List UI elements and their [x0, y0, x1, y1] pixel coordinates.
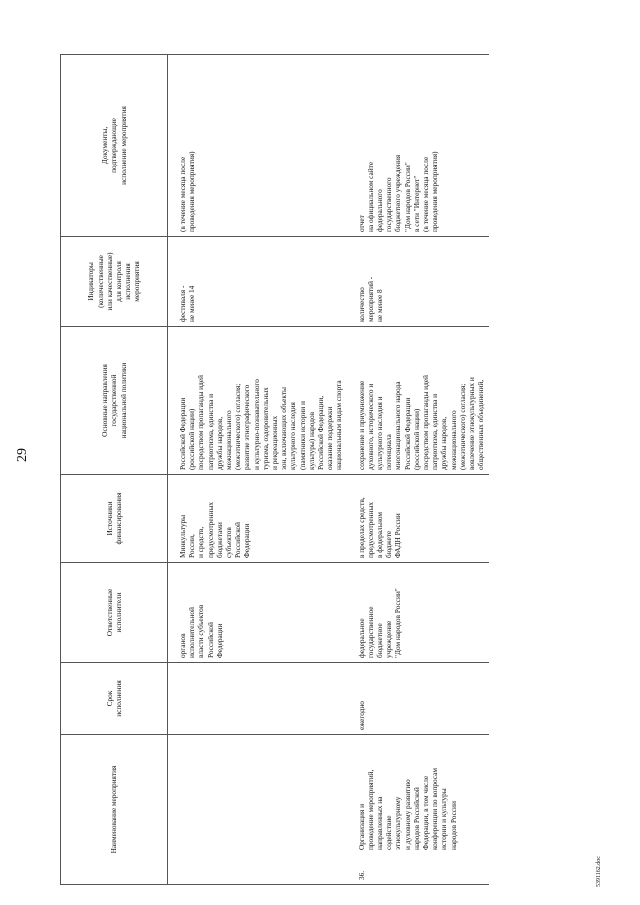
header-documents: Документы, подтверждающие исполнение мероприятия [61, 55, 168, 237]
cell-name [347, 735, 489, 885]
row-number: 36. [356, 870, 366, 880]
cell-deadline [168, 663, 347, 735]
header-deadline: Срок исполнения [61, 663, 168, 735]
header-executors: Ответственные исполнители [61, 563, 168, 663]
cell-documents: (в течение месяца после проведения мероприятия) [168, 55, 347, 237]
cell-executors: федеральное государственное бюджетное учреждение "Дом народов России" [347, 563, 489, 663]
cell-indicators: количество мероприятий - не менее 8 [347, 237, 489, 327]
header-policy: Основные направления государственной национальной политики [61, 327, 168, 475]
cell-policy: сохранение и приумножение духовного, исторического и культурного наследия и потенциала многонационального народа Российской Федерации (российской нации) посредством пропаганды идей патриотизма, единства и дружбы народов, межнационального (межэтнического) согласия; вовлечение этнокультурных и общественных объединений, [347, 327, 489, 475]
table-row [168, 55, 347, 885]
event-name: Организация и проведение мероприятий, направленных на содействие этнокультурному и духовному развитию народов Российской Федерации, в том числе конференции по вопросам истории и культуры народов России [356, 767, 458, 850]
cell-policy: Российской Федерации (российской нации) посредством пропаганды идей патриотизма, единства и дружбы народов, межнационального (межэтнического) согласия; развитие этнографического и культурно-познавательного туризма, оздоровительных и рекреационных зон, включающих объекты культурного наследия (памятники истории и культуры) народов Российской Федерации, оказание поддержки национальным видам спорта [168, 327, 347, 475]
table-header-row [61, 55, 168, 885]
cell-name [168, 735, 347, 885]
cell-funding: Минкультуры России, и средств, предусмотренных бюджетами субъектов Российской Федерации [168, 475, 347, 563]
cell-executors: органов исполнительной власти субъектов Российской Федерации [168, 563, 347, 663]
header-funding: Источники финансирования [61, 475, 168, 563]
cell-funding: в пределах средств, предусмотренных в федеральном бюджете ФАДН России [347, 475, 489, 563]
cell-indicators: фестиваля - не менее 14 [168, 237, 347, 327]
header-name: Наименование мероприятия [61, 735, 168, 885]
cell-documents: отчет на официальном сайте федерального государственного бюджетного учреждения "Дом народов России" в сети "Интернет" (в течение месяца после проведения мероприятия) [347, 55, 489, 237]
header-indicators: Индикаторы (количественные или качественные) для контроля исполнения мероприятия [61, 237, 168, 327]
document-reference: 5391162.doc [596, 856, 602, 887]
action-plan-table [60, 54, 489, 885]
cell-deadline: ежегодно [347, 663, 489, 735]
page-number: 29 [15, 448, 30, 462]
table-row [347, 55, 489, 885]
